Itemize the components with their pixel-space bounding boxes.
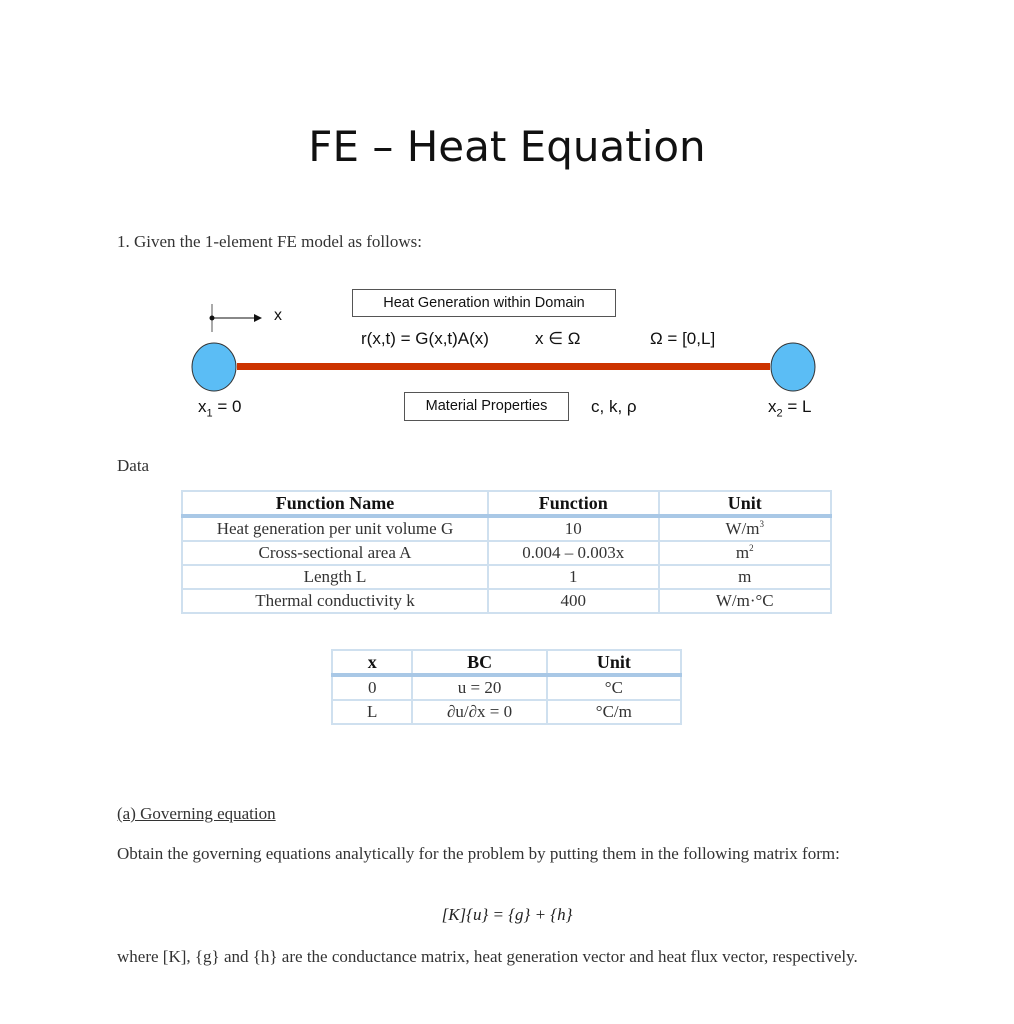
cell-unit: °C/m: [547, 700, 681, 724]
header-function-name: Function Name: [182, 491, 488, 516]
unit-base: W/m: [725, 519, 760, 538]
element-bar: [237, 363, 770, 370]
node2-sub: 2: [776, 407, 783, 420]
function-table: [181, 490, 832, 614]
page-title: FE – Heat Equation: [308, 122, 706, 171]
header-bc: BC: [412, 650, 546, 675]
cell-name: Thermal conductivity k: [182, 589, 488, 613]
node-2: [771, 343, 815, 391]
unit-base: m: [735, 543, 750, 562]
data-label: Data: [117, 456, 150, 475]
node1-var: x: [198, 397, 207, 416]
section-paragraph-2: where [K], {g} and {h} are the conductance matrix, heat generation vector and heat flux vector, respectively.: [117, 947, 858, 966]
diagram-shapes: [0, 0, 1014, 440]
arrow-right-icon: [254, 314, 262, 322]
header-function: Function: [488, 491, 659, 516]
cell-unit: [659, 516, 832, 541]
heat-generation-box: Heat Generation within Domain: [352, 289, 616, 317]
cell-name: Cross-sectional area A: [182, 541, 488, 565]
material-properties-box: Material Properties: [404, 392, 569, 421]
node1-sub: 1: [206, 407, 213, 420]
header-x: x: [332, 650, 412, 675]
unit-exp: 2: [749, 543, 754, 553]
domain-definition: Ω = [0,L]: [650, 329, 716, 348]
header-unit: Unit: [547, 650, 681, 675]
node-1: [192, 343, 236, 391]
node2-val: = L: [782, 397, 812, 416]
table-row: [182, 565, 831, 589]
cell-bc: u = 20: [412, 675, 546, 700]
heat-equation: r(x,t) = G(x,t)A(x): [361, 329, 489, 348]
cell-unit: W/m·°C: [659, 589, 832, 613]
cell-bc: ∂u/∂x = 0: [412, 700, 546, 724]
cell-x: L: [332, 700, 412, 724]
cell-unit: m: [659, 565, 832, 589]
table-row: [182, 589, 831, 613]
axis-label: x: [274, 307, 282, 324]
cell-unit: [659, 541, 832, 565]
node1-label: [198, 397, 241, 419]
table-row: [182, 541, 831, 565]
material-params: c, k, ρ: [591, 397, 637, 416]
unit-exp: 3: [759, 519, 764, 529]
cell-unit: °C: [547, 675, 681, 700]
matrix-equation: [K]{u} = {g} + {h}: [441, 905, 573, 924]
boundary-condition-table: [331, 649, 682, 725]
cell-function: 10: [488, 516, 659, 541]
cell-name: Heat generation per unit volume G: [182, 516, 488, 541]
section-heading: (a) Governing equation: [117, 804, 276, 823]
table-row: [332, 675, 681, 700]
domain-membership: x ∈ Ω: [535, 329, 581, 348]
cell-function: 0.004 – 0.003x: [488, 541, 659, 565]
cell-name: Length L: [182, 565, 488, 589]
table-row: [182, 516, 831, 541]
node2-label: [768, 397, 811, 419]
header-unit: Unit: [659, 491, 832, 516]
cell-function: 1: [488, 565, 659, 589]
table-row: [332, 700, 681, 724]
node1-val: = 0: [212, 397, 242, 416]
section-paragraph-1: Obtain the governing equations analytically for the problem by putting them in the following matrix form:: [117, 844, 840, 863]
cell-x: 0: [332, 675, 412, 700]
cell-function: 400: [488, 589, 659, 613]
node2-var: x: [768, 397, 777, 416]
question-text: 1. Given the 1-element FE model as follows:: [117, 232, 422, 251]
